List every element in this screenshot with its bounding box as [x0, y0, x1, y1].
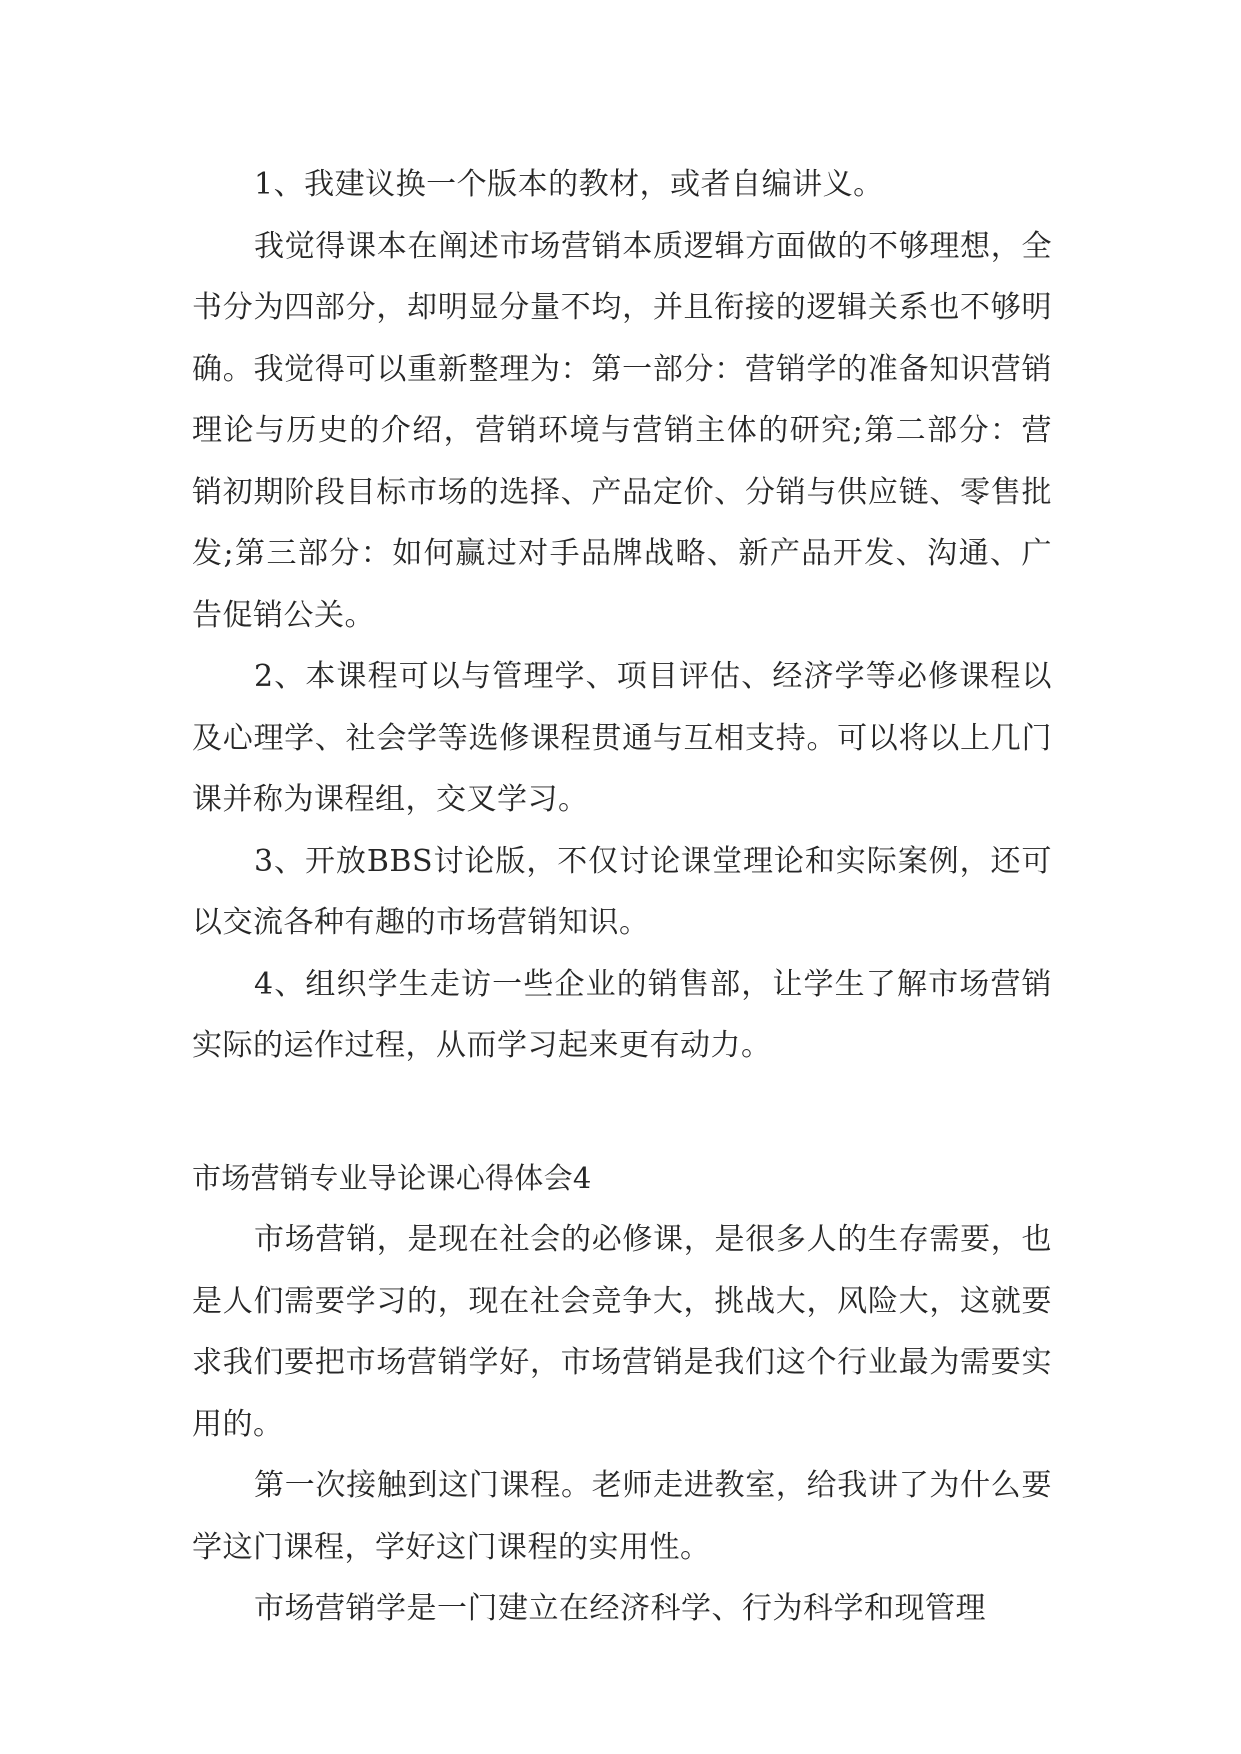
section-title: 市场营销专业导论课心得体会4 — [192, 1160, 592, 1195]
paragraph-suggestion-3: 3、开放BBS讨论版，不仅讨论课堂理论和实际案例，还可以交流各种有趣的市场营销知识。 — [192, 843, 1052, 940]
paragraph-first-contact: 第一次接触到这门课程。老师走进教室，给我讲了为什么要学这门课程，学好这门课程的实用性。 — [192, 1468, 1052, 1565]
document-body — [192, 154, 1052, 1640]
paragraph-suggestion-4: 4、组织学生走访一些企业的销售部，让学生了解市场营销实际的运作过程，从而学习起来更有动力。 — [192, 966, 1052, 1063]
paragraph-definition: 市场营销学是一门建立在经济科学、行为科学和现管理 — [254, 1591, 986, 1626]
paragraph-textbook-restructure: 我觉得课本在阐述市场营销本质逻辑方面做的不够理想，全书分为四部分，却明显分量不均，并且衔接的逻辑关系也不够明确。我觉得可以重新整理为：第一部分：营销学的准备知识营销理论与历史的介绍，营销环境与营销主体的研究;第二部分：营销初期阶段目标市场的选择、产品定价、分销与供应链、零售批发;第三部分：如何赢过对手品牌战略、新产品开发、沟通、广告促销公关。 — [192, 228, 1052, 633]
paragraph-intro: 市场营销，是现在社会的必修课，是很多人的生存需要，也是人们需要学习的，现在社会竞争大，挑战大，风险大，这就要求我们要把市场营销学好，市场营销是我们这个行业最为需要实用的。 — [192, 1222, 1052, 1442]
paragraph-suggestion-2: 2、本课程可以与管理学、项目评估、经济学等必修课程以及心理学、社会学等选修课程贯通与互相支持。可以将以上几门课并称为课程组，交叉学习。 — [192, 659, 1052, 817]
paragraph-suggestion-1: 1、我建议换一个版本的教材，或者自编讲义。 — [254, 167, 884, 202]
